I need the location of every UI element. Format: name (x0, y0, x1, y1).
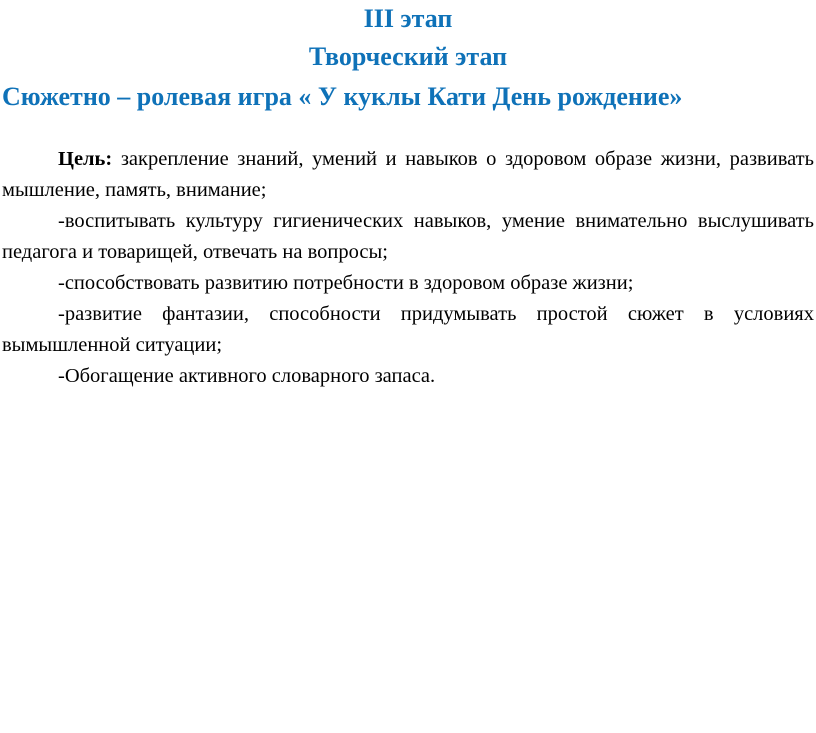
goal-item-hygiene: -воспитывать культуру гигиенических навыков, умение внимательно выслушивать педагога и товарищей, отвечать на вопросы; (2, 210, 814, 263)
stage-title: III этап (363, 4, 453, 33)
goal-item-fantasy: -развитие фантазии, способности придумывать простой сюжет в условиях вымышленной ситуации; (2, 303, 814, 356)
goal-label: Цель: (58, 148, 113, 170)
goal-paragraph (2, 144, 814, 206)
goals-section (2, 144, 814, 392)
goal-text: закрепление знаний, умений и навыков о здоровом образе жизни, развивать мышление, память, внимание; (2, 148, 814, 201)
goal-item-vocabulary: -Обогащение активного словарного запаса. (58, 365, 436, 387)
stage-name: Творческий этап (308, 42, 508, 71)
goal-item-healthy-lifestyle: -способствовать развитию потребности в здоровом образе жизни; (58, 272, 634, 294)
game-title: Сюжетно – ролевая игра « У куклы Кати День рождение» (2, 82, 683, 111)
